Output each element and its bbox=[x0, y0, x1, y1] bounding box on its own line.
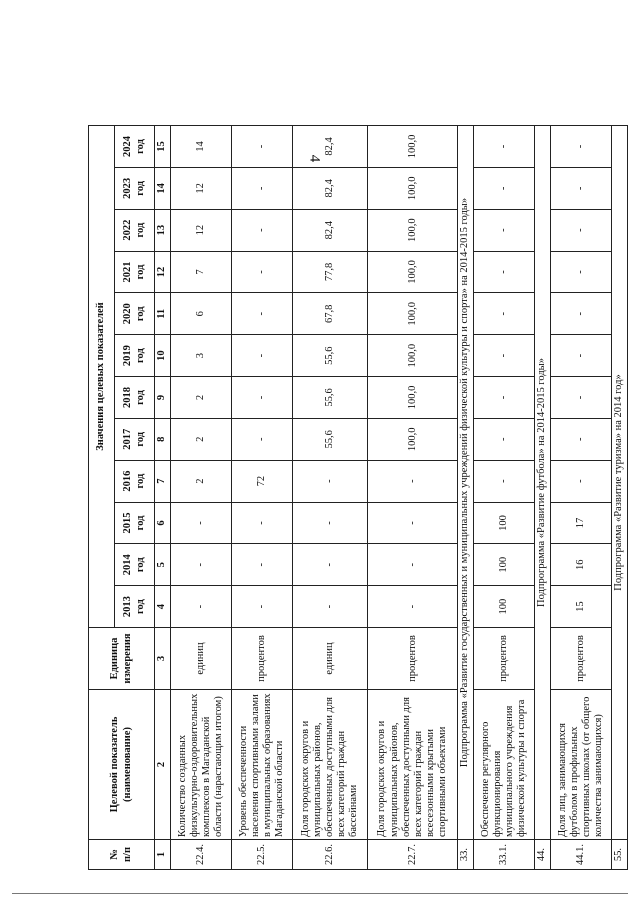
value-cell: - bbox=[550, 335, 611, 377]
col-number: 10 bbox=[155, 335, 171, 377]
section-num: 44. bbox=[534, 840, 550, 870]
value-cell: - bbox=[292, 586, 367, 628]
col-number: 15 bbox=[155, 126, 171, 168]
col-number: 11 bbox=[155, 293, 171, 335]
value-cell: - bbox=[231, 377, 292, 419]
value-cell: - bbox=[231, 544, 292, 586]
value-cell: 67,8 bbox=[292, 293, 367, 335]
page-number: 4 bbox=[306, 154, 323, 163]
value-cell: 100 bbox=[474, 544, 535, 586]
value-cell: 100 bbox=[474, 586, 535, 628]
value-cell: - bbox=[550, 126, 611, 168]
header-year: 2023 год bbox=[115, 167, 155, 209]
header-unit: Единица измерения bbox=[89, 628, 155, 690]
value-cell: 12 bbox=[171, 167, 232, 209]
value-cell: - bbox=[231, 293, 292, 335]
row-name: Доля городских округов и муниципальных районов, обеспеченных доступными для всех категорий граждан бассейнами bbox=[292, 690, 367, 840]
table-row bbox=[368, 126, 458, 870]
section-num: 55. bbox=[612, 840, 628, 870]
value-cell: 100,0 bbox=[368, 335, 458, 377]
header-year: 2017 год bbox=[115, 418, 155, 460]
value-cell: - bbox=[231, 418, 292, 460]
value-cell: 100,0 bbox=[368, 167, 458, 209]
value-cell: - bbox=[474, 418, 535, 460]
header-year: 2021 год bbox=[115, 251, 155, 293]
value-cell: - bbox=[231, 209, 292, 251]
header-year: 2024 год bbox=[115, 126, 155, 168]
value-cell: - bbox=[231, 126, 292, 168]
value-cell: 17 bbox=[550, 502, 611, 544]
table-row bbox=[550, 126, 611, 870]
col-number: 9 bbox=[155, 377, 171, 419]
value-cell: 7 bbox=[171, 251, 232, 293]
value-cell: - bbox=[550, 293, 611, 335]
value-cell: - bbox=[231, 251, 292, 293]
value-cell: - bbox=[171, 544, 232, 586]
value-cell: 82,4 bbox=[292, 209, 367, 251]
value-cell: - bbox=[550, 251, 611, 293]
value-cell: 100,0 bbox=[368, 251, 458, 293]
table-row bbox=[474, 126, 535, 870]
value-cell: 2 bbox=[171, 460, 232, 502]
value-cell: 100,0 bbox=[368, 126, 458, 168]
row-num: 22.7. bbox=[368, 840, 458, 870]
value-cell: - bbox=[231, 586, 292, 628]
value-cell: - bbox=[368, 460, 458, 502]
value-cell: 100,0 bbox=[368, 293, 458, 335]
row-num: 22.5. bbox=[231, 840, 292, 870]
value-cell: - bbox=[474, 167, 535, 209]
col-number: 4 bbox=[155, 586, 171, 628]
row-num: 22.6. bbox=[292, 840, 367, 870]
section-row bbox=[612, 126, 628, 870]
row-unit: процентов bbox=[550, 628, 611, 690]
value-cell: - bbox=[474, 335, 535, 377]
header-values-group: Значения целевых показателей bbox=[89, 126, 115, 628]
value-cell: - bbox=[368, 586, 458, 628]
header-year: 2016 год bbox=[115, 460, 155, 502]
value-cell: - bbox=[474, 209, 535, 251]
col-number: 2 bbox=[155, 690, 171, 840]
value-cell: 100 bbox=[474, 502, 535, 544]
value-cell: - bbox=[474, 293, 535, 335]
value-cell: - bbox=[231, 167, 292, 209]
col-number: 6 bbox=[155, 502, 171, 544]
value-cell: - bbox=[231, 335, 292, 377]
table-row bbox=[292, 126, 367, 870]
table-row bbox=[171, 126, 232, 870]
value-cell: 12 bbox=[171, 209, 232, 251]
row-num: 44.1. bbox=[550, 840, 611, 870]
col-number: 1 bbox=[155, 840, 171, 870]
value-cell: 82,4 bbox=[292, 126, 367, 168]
value-cell: 2 bbox=[171, 377, 232, 419]
row-name: Доля городских округов и муниципальных районов, обеспеченных доступными для всех категорий граждан всесезонными крытыми спортивными объектами bbox=[368, 690, 458, 840]
row-unit: процентов bbox=[368, 628, 458, 690]
value-cell: 100,0 bbox=[368, 209, 458, 251]
value-cell: - bbox=[474, 251, 535, 293]
value-cell: 14 bbox=[171, 126, 232, 168]
indicators-table bbox=[88, 125, 628, 870]
value-cell: 72 bbox=[231, 460, 292, 502]
value-cell: - bbox=[550, 418, 611, 460]
header-year: 2015 год bbox=[115, 502, 155, 544]
value-cell: - bbox=[550, 209, 611, 251]
value-cell: - bbox=[474, 377, 535, 419]
value-cell: 6 bbox=[171, 293, 232, 335]
section-row bbox=[458, 126, 474, 870]
section-title: Подпрограмма «Развитие туризма» на 2014 год» bbox=[612, 126, 628, 840]
col-number: 14 bbox=[155, 167, 171, 209]
header-year: 2013 год bbox=[115, 586, 155, 628]
value-cell: 3 bbox=[171, 335, 232, 377]
row-unit: процентов bbox=[474, 628, 535, 690]
value-cell: 15 bbox=[550, 586, 611, 628]
col-number: 3 bbox=[155, 628, 171, 690]
section-title: Подпрограмма «Развитие футбола» на 2014-2015 годы» bbox=[534, 126, 550, 840]
header-indicator: Целевой показатель (наименование) bbox=[89, 690, 155, 840]
value-cell: - bbox=[292, 460, 367, 502]
col-number: 8 bbox=[155, 418, 171, 460]
row-name: Уровень обеспеченности населения спортивными залами в муниципальных образованиях Магаданской области bbox=[231, 690, 292, 840]
row-num: 22.4. bbox=[171, 840, 232, 870]
header-num: № п/п bbox=[89, 840, 155, 870]
value-cell: - bbox=[231, 502, 292, 544]
header-year: 2019 год bbox=[115, 335, 155, 377]
value-cell: 16 bbox=[550, 544, 611, 586]
value-cell: - bbox=[550, 377, 611, 419]
section-num: 33. bbox=[458, 840, 474, 870]
rotated-table-wrapper bbox=[88, 125, 628, 870]
table-row bbox=[231, 126, 292, 870]
value-cell: - bbox=[368, 502, 458, 544]
value-cell: 55,6 bbox=[292, 418, 367, 460]
value-cell: - bbox=[550, 167, 611, 209]
row-name: Доля лиц, занимающихся футболом в профильных спортивных школах (от общего количества занимающихся) bbox=[550, 690, 611, 840]
section-row bbox=[534, 126, 550, 870]
col-number: 7 bbox=[155, 460, 171, 502]
value-cell: 82,4 bbox=[292, 167, 367, 209]
row-num: 33.1. bbox=[474, 840, 535, 870]
col-number: 13 bbox=[155, 209, 171, 251]
value-cell: 100,0 bbox=[368, 418, 458, 460]
value-cell: - bbox=[550, 460, 611, 502]
value-cell: - bbox=[292, 544, 367, 586]
value-cell: 77,8 bbox=[292, 251, 367, 293]
col-number: 5 bbox=[155, 544, 171, 586]
column-numbers-row bbox=[155, 126, 171, 870]
row-unit: единиц bbox=[171, 628, 232, 690]
value-cell: 100,0 bbox=[368, 377, 458, 419]
bottom-rule bbox=[12, 893, 628, 894]
header-year: 2022 год bbox=[115, 209, 155, 251]
col-number: 12 bbox=[155, 251, 171, 293]
value-cell: 55,6 bbox=[292, 377, 367, 419]
value-cell: - bbox=[292, 502, 367, 544]
value-cell: - bbox=[171, 586, 232, 628]
value-cell: - bbox=[171, 502, 232, 544]
value-cell: 2 bbox=[171, 418, 232, 460]
value-cell: - bbox=[474, 460, 535, 502]
header-year: 2014 год bbox=[115, 544, 155, 586]
row-name: Обеспечение регулярного функционирования муниципального учреждения физической культуры и спорта bbox=[474, 690, 535, 840]
row-name: Количество созданных физкультурно-оздоровительных комплексов в Магаданской области (нарастающим итогом) bbox=[171, 690, 232, 840]
header-year: 2020 год bbox=[115, 293, 155, 335]
section-title: Подпрограмма «Развитие государственных и муниципальных учреждений физической культуры и спорта» на 2014-2015 годы» bbox=[458, 126, 474, 840]
row-unit: процентов bbox=[231, 628, 292, 690]
value-cell: 55,6 bbox=[292, 335, 367, 377]
value-cell: - bbox=[474, 126, 535, 168]
value-cell: - bbox=[368, 544, 458, 586]
row-unit: единиц bbox=[292, 628, 367, 690]
header-year: 2018 год bbox=[115, 377, 155, 419]
